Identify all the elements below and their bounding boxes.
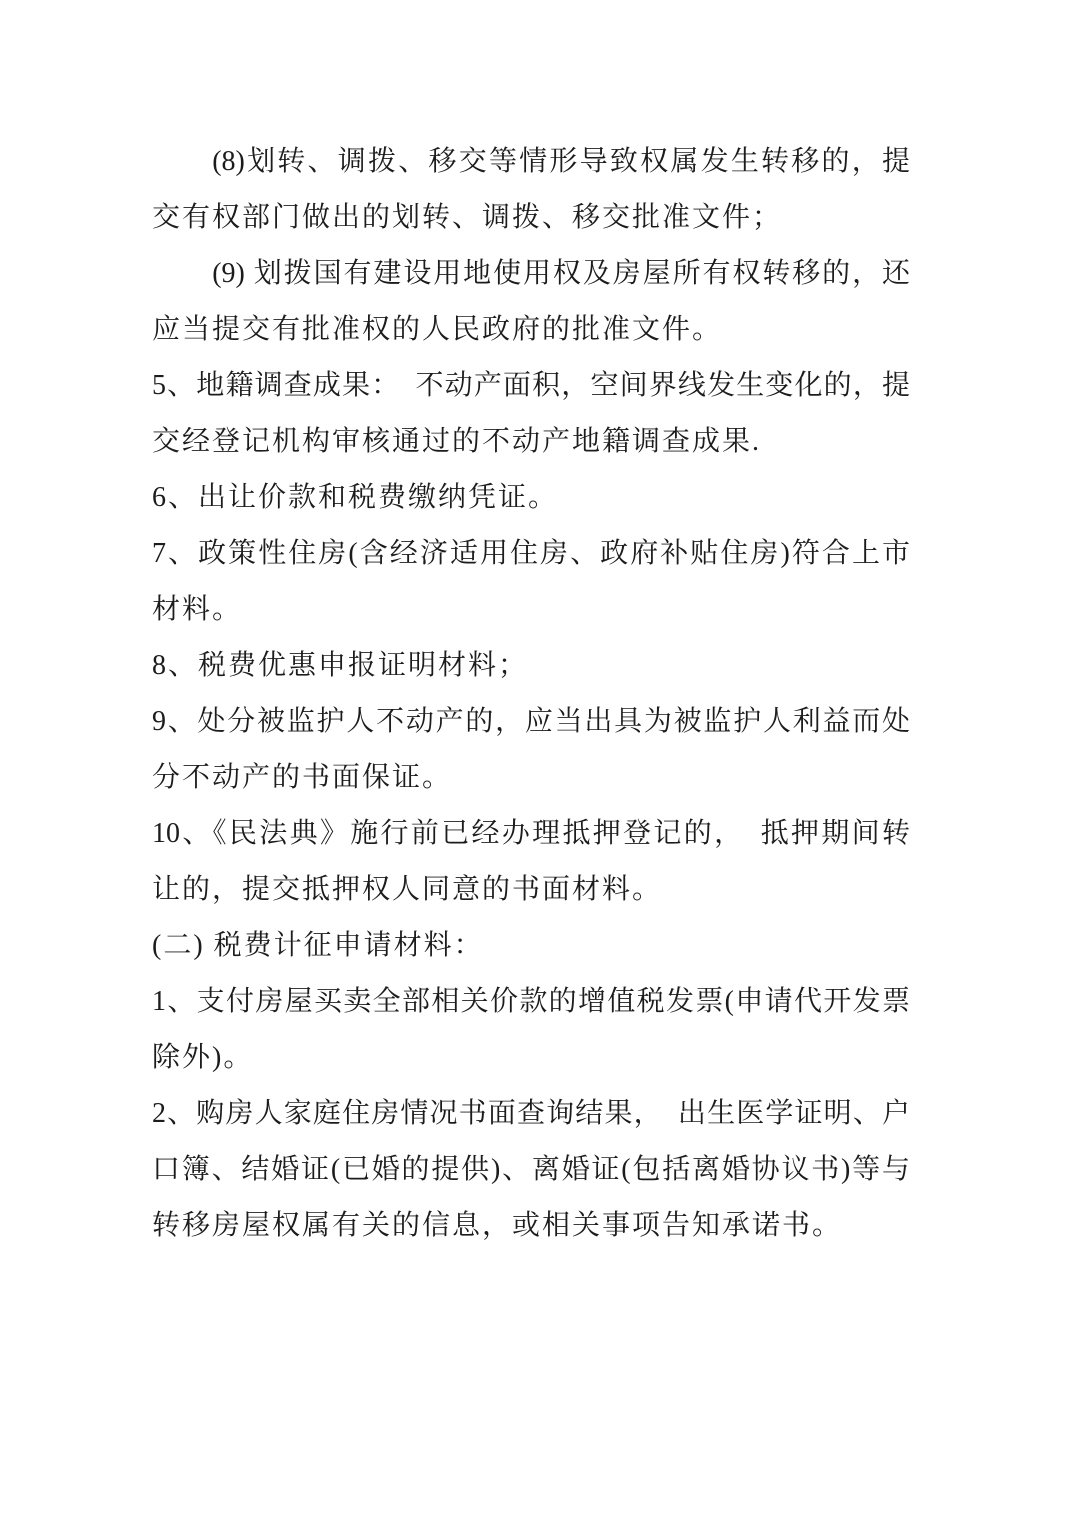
text-line-item9b-1: 9、处分被监护人不动产的，应当出具为被监护人利益而处	[152, 706, 910, 737]
text-line-item8-1: (8)划转、调拨、移交等情形导致权属发生转移的，提	[212, 146, 910, 177]
text-line-item8b: 8、税费优惠申报证明材料；	[152, 650, 529, 681]
text-line-item7-1: 7、政策性住房(含经济适用住房、政府补贴住房)符合上市	[152, 538, 910, 569]
text-line-item10-1: 10、《民法典》施行前已经办理抵押登记的， 抵押期间转	[152, 818, 910, 849]
text-line-s2item2-3: 转移房屋权属有关的信息，或相关事项告知承诺书。	[152, 1210, 843, 1241]
text-line-s2item1-1: 1、支付房屋买卖全部相关价款的增值税发票(申请代开发票	[152, 986, 910, 1017]
text-line-item7-2: 材料。	[152, 594, 243, 625]
text-line-item9-2: 应当提交有批准权的人民政府的批准文件。	[152, 314, 723, 345]
text-line-item8-2: 交有权部门做出的划转、调拨、移交批准文件；	[152, 202, 783, 233]
text-line-item10-2: 让的，提交抵押权人同意的书面材料。	[152, 874, 663, 905]
text-line-item5-1: 5、地籍调查成果： 不动产面积，空间界线发生变化的，提	[152, 370, 910, 401]
text-line-item6: 6、出让价款和税费缴纳凭证。	[152, 482, 559, 513]
text-line-item9-1: (9) 划拨国有建设用地使用权及房屋所有权转移的，还	[212, 258, 910, 289]
text-line-s2item1-2: 除外)。	[152, 1042, 254, 1073]
text-line-item9b-2: 分不动产的书面保证。	[152, 762, 453, 793]
text-line-s2item2-1: 2、购房人家庭住房情况书面查询结果， 出生医学证明、户	[152, 1098, 910, 1129]
text-line-section2-heading: (二) 税费计征申请材料：	[152, 930, 484, 961]
text-line-s2item2-2: 口簿、结婚证(已婚的提供)、离婚证(包括离婚协议书)等与	[152, 1154, 910, 1185]
document-text-block	[152, 134, 910, 1254]
text-line-item5-2: 交经登记机构审核通过的不动产地籍调查成果.	[152, 426, 762, 457]
